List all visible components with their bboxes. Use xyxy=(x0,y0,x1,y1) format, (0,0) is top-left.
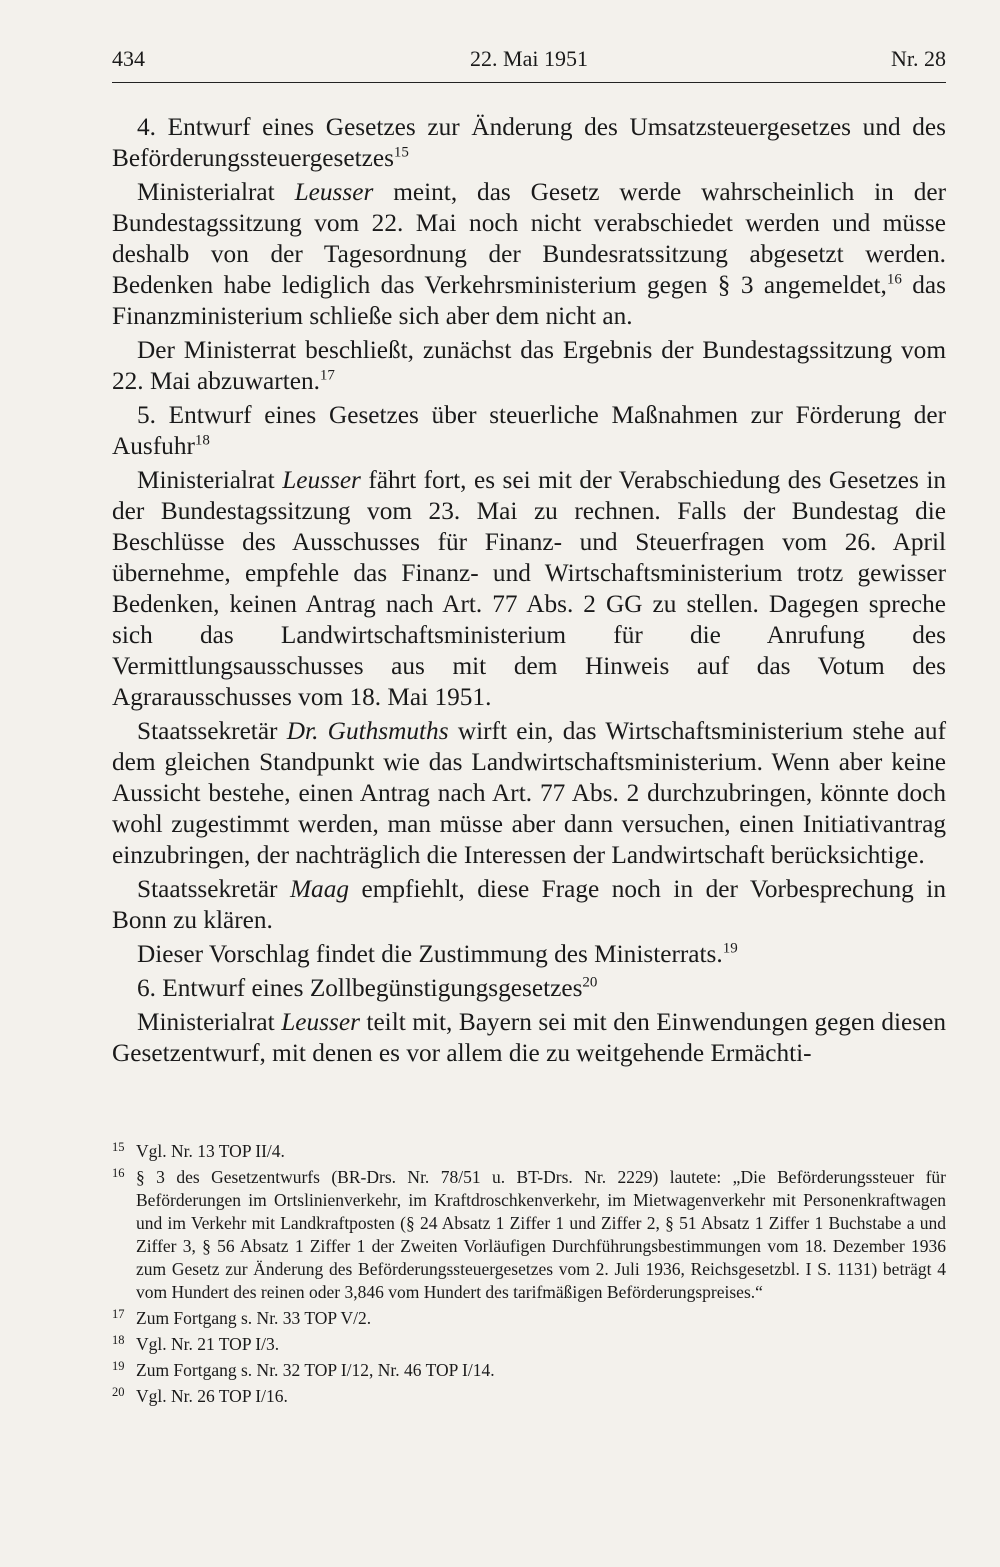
footnote-reference: 18 xyxy=(194,432,210,449)
paragraph-text: wirft ein, das Wirtschaftsministerium stehe auf dem gleichen Standpunkt wie das Landwirtschaftsministerium. Wenn aber keine Aussicht bestehe, einen Antrag nach Art. 77 Abs. 2 durchzubringen, könnte doch wohl zugestimmt werden, man müsse aber dann versuchen, einen Initiativantrag einzubringen, der nachträglich die Interessen der Landwirtschaft berücksichtige. xyxy=(112,717,946,869)
paragraph-text: das Finanzministerium schließe sich aber dem nicht an. xyxy=(112,271,947,330)
person-name: Maag xyxy=(289,875,349,903)
footnote-number: 19 xyxy=(112,1359,125,1373)
footnote-text: Zum Fortgang s. Nr. 33 TOP V/2. xyxy=(136,1308,372,1328)
running-header xyxy=(112,46,946,83)
header-date: 22. Mai 1951 xyxy=(470,46,588,71)
paragraph-text: meint, das Gesetz werde wahrscheinlich in der Bundestagssitzung vom 22. Mai noch nicht verabschiedet werden und müsse deshalb von der Tagesordnung der Bundesratssitzung abgesetzt werden. Bedenken habe lediglich das Verkehrsministerium gegen § 3 angemeldet, xyxy=(112,178,946,299)
paragraph-text: teilt mit, Bayern sei mit den Einwendungen gegen diesen Gesetzentwurf, mit denen es vor allem die zu weitgehende Ermächti- xyxy=(112,1008,947,1067)
footnote-text: Vgl. Nr. 13 TOP II/4. xyxy=(136,1141,285,1161)
footnote xyxy=(112,1385,946,1408)
person-name: Leusser xyxy=(281,1008,360,1036)
footnotes xyxy=(112,1140,946,1411)
paragraph xyxy=(112,465,946,713)
paragraph-text: Ministerialrat xyxy=(137,1008,282,1036)
footnote-number: 17 xyxy=(112,1307,125,1321)
paragraph xyxy=(112,973,946,1004)
page-number: 434 xyxy=(112,46,145,71)
footnote-reference: 17 xyxy=(319,367,335,384)
footnote-text: § 3 des Gesetzentwurfs (BR-Drs. Nr. 78/51 u. BT-Drs. Nr. 2229) lautete: „Die Beförderungssteuer für Beförderungen im Ortslinienverkehr, im Kraftdroschkenverkehr, im Mietwagenverkehr mit Personenkraftwagen und im Verkehr mit Landkraftposten (§ 24 Absatz 1 Ziffer 1 und Ziffer 2, § 51 Absatz 1 Ziffer 1 Buchstabe a und Ziffer 3, § 56 Absatz 1 Ziffer 1 der Zweiten Vorläufigen Durchführungsbestimmungen vom 18. Dezember 1936 zum Gesetz zur Änderung des Beförderungssteuergesetzes vom 2. Juli 1936, Reichsgesetzbl. I S. 1131) beträgt 4 vom Hundert des reinen oder 3,846 vom Hundert des tarifmäßigen Beförderungspreises.“ xyxy=(136,1167,946,1302)
footnote-text: Zum Fortgang s. Nr. 32 TOP I/12, Nr. 46 TOP I/14. xyxy=(136,1360,495,1380)
document-number: Nr. 28 xyxy=(891,46,946,71)
person-name: Leusser xyxy=(294,178,374,206)
footnote-reference: 15 xyxy=(393,144,409,161)
paragraph xyxy=(112,1007,946,1069)
footnote xyxy=(112,1333,946,1356)
footnote-number: 18 xyxy=(112,1333,125,1347)
paragraph xyxy=(112,716,946,871)
paragraph xyxy=(112,939,946,970)
paragraph-text: empfiehlt, diese Frage noch in der Vorbesprechung in Bonn zu klären. xyxy=(112,875,946,934)
paragraph-text: Der Ministerrat beschließt, zunächst das Ergebnis der Bundestagssitzung vom 22. Mai abzuwarten. xyxy=(112,336,946,395)
paragraph-text: fährt fort, es sei mit der Verabschiedung des Gesetzes in der Bundestagssitzung vom 23. Mai zu rechnen. Falls der Bundestag die Beschlüsse des Ausschusses für Finanz- und Steuerfragen vom 26. April übernehme, empfehle das Finanz- und Wirtschaftsministerium trotz gewisser Bedenken, keinen Antrag nach Art. 77 Abs. 2 GG zu stellen. Dagegen spreche sich das Landwirtschaftsministerium für die Anrufung des Vermittlungsausschusses aus mit dem Hinweis auf das Votum des Agrarausschusses vom 18. Mai 1951. xyxy=(112,466,946,711)
paragraph-text: Dieser Vorschlag findet die Zustimmung des Ministerrats. xyxy=(137,940,723,968)
footnote-reference: 20 xyxy=(582,974,598,991)
paragraph-text: 4. Entwurf eines Gesetzes zur Änderung des Umsatzsteuergesetzes und des Beförderungssteuergesetzes xyxy=(112,113,946,172)
paragraph-text: Ministerialrat xyxy=(137,178,295,206)
paragraph-text: Ministerialrat xyxy=(137,466,283,494)
footnote-reference: 19 xyxy=(722,940,738,957)
footnote xyxy=(112,1166,946,1304)
footnote xyxy=(112,1307,946,1330)
footnote xyxy=(112,1359,946,1382)
paragraph xyxy=(112,112,946,174)
paragraph xyxy=(112,335,946,397)
paragraph xyxy=(112,177,946,332)
footnote-text: Vgl. Nr. 21 TOP I/3. xyxy=(136,1334,280,1354)
footnote-text: Vgl. Nr. 26 TOP I/16. xyxy=(136,1386,288,1406)
paragraph xyxy=(112,874,946,936)
footnote-number: 20 xyxy=(112,1385,125,1399)
footnote-number: 15 xyxy=(112,1140,125,1154)
paragraph-text: 6. Entwurf eines Zollbegünstigungsgesetzes xyxy=(137,974,583,1002)
footnote-number: 16 xyxy=(112,1166,125,1180)
paragraph-text: Staatssekretär xyxy=(137,717,287,745)
paragraph xyxy=(112,400,946,462)
paragraph-text: Staatssekretär xyxy=(137,875,290,903)
person-name: Dr. Guthsmuths xyxy=(286,717,449,745)
paragraph-text: 5. Entwurf eines Gesetzes über steuerliche Maßnahmen zur Förderung der Ausfuhr xyxy=(112,401,946,460)
footnote-reference: 16 xyxy=(886,271,902,288)
person-name: Leusser xyxy=(282,466,361,494)
footnote xyxy=(112,1140,946,1163)
main-text xyxy=(112,112,946,1072)
